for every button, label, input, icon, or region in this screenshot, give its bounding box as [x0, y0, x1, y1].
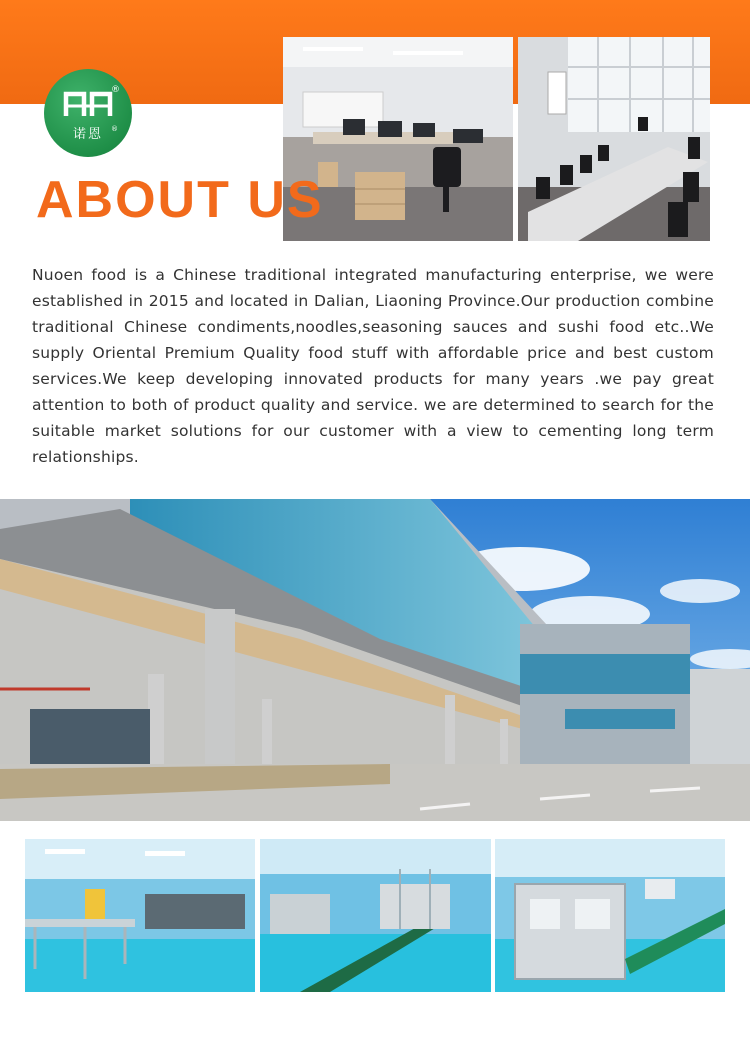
factory-building-photo — [0, 499, 750, 821]
registered-mark-small: ® — [111, 125, 118, 133]
registered-mark: ® — [111, 85, 120, 95]
logo-mark-icon — [62, 86, 114, 118]
page-title: ABOUT US — [36, 171, 324, 229]
intro-paragraph: Nuoen food is a Chinese traditional integrated manufacturing enterprise, we were established in 2015 and located in Dalian, Liaoning Province.Our production combine traditional Chinese condiments,noodles,seasoning sauces and sushi food etc..We supply Oriental Premium Quality food stuff with affordable price and best custom services.We keep developing innovated products for many years .we pay great attention to both of product quality and service. we are determined to search for the suitable market solutions for our customer with a view to cementing long term relationships. — [32, 266, 714, 466]
logo-chinese-text: 诺恩 — [72, 127, 103, 142]
workshop-photo-1 — [25, 839, 255, 992]
workshop-photo-3 — [495, 839, 725, 992]
brand-logo — [44, 69, 132, 157]
meeting-room-photo — [518, 37, 710, 241]
workshop-photo-2 — [260, 839, 491, 992]
